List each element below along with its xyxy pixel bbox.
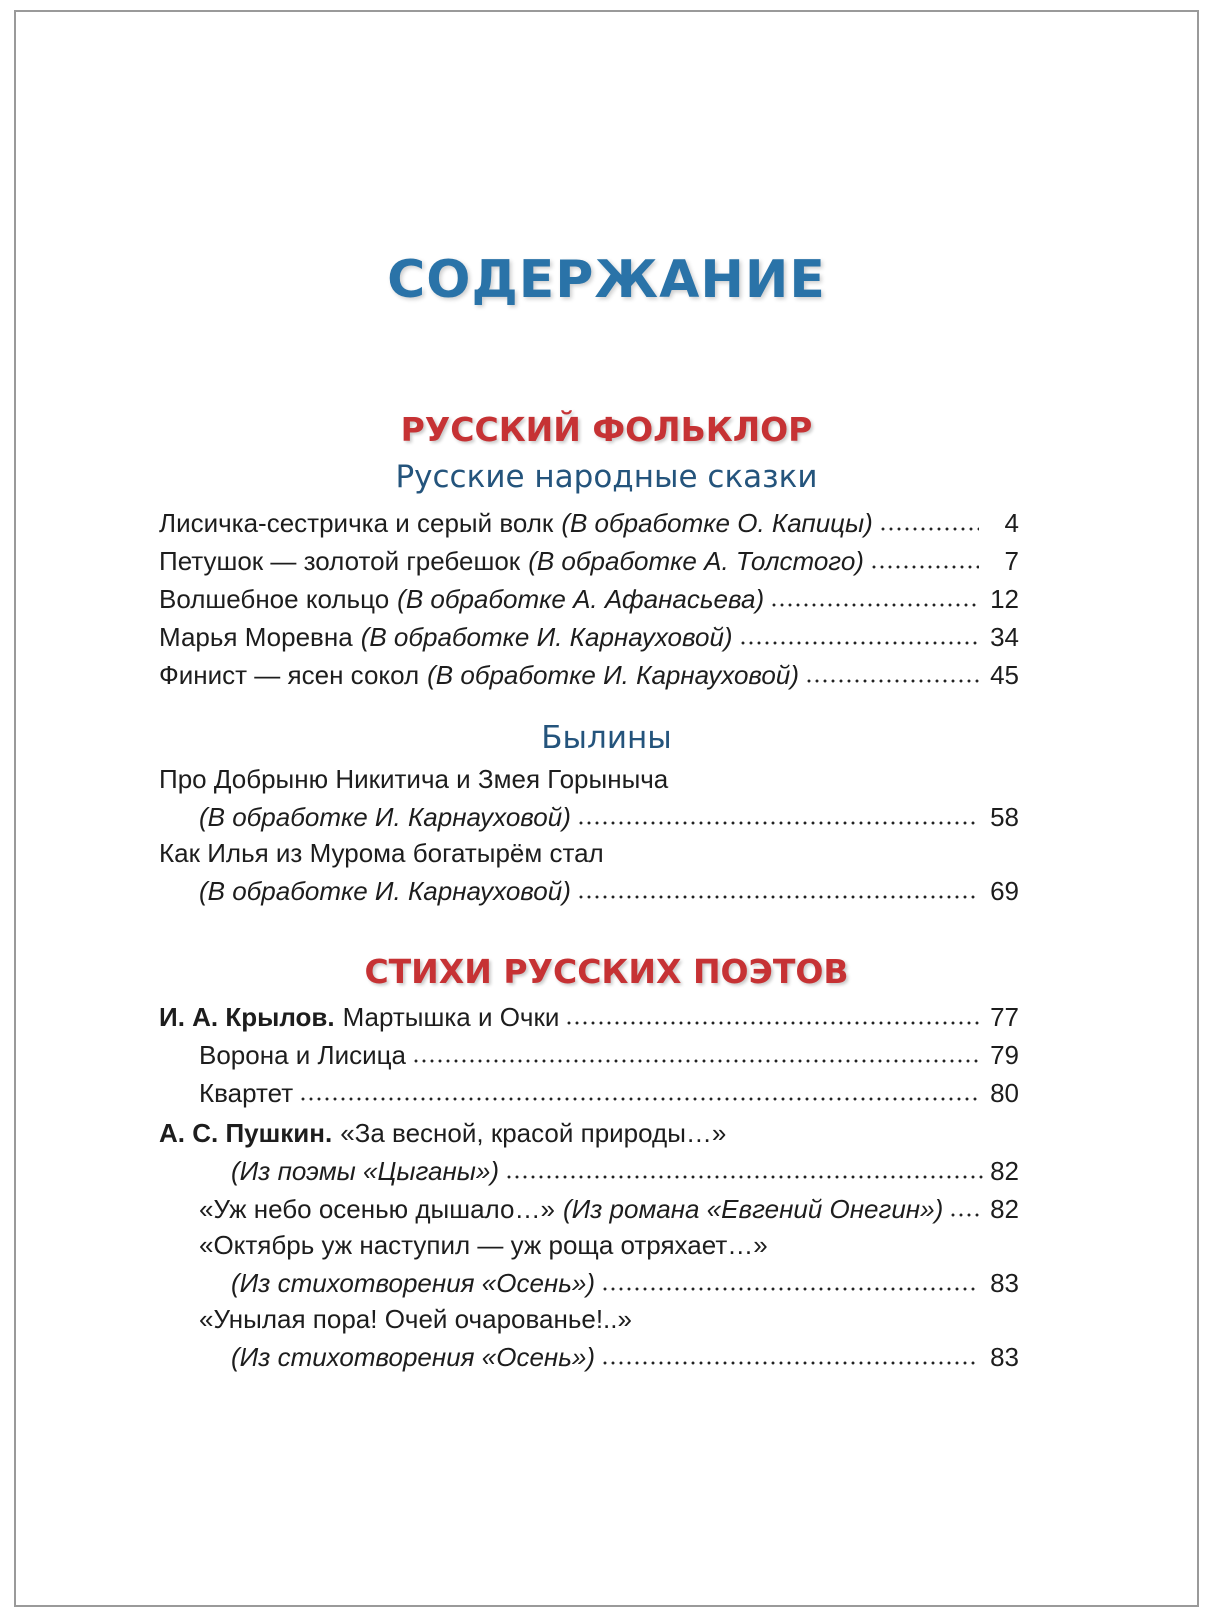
entry-page-number: 82 <box>990 1156 1019 1186</box>
toc-entry-title[interactable]: «Унылая пора! Очей очарованье!..» <box>199 1304 632 1334</box>
entry-note: (В обработке А. Афанасьева) <box>397 584 765 614</box>
entry-note: (В обработке И. Карнауховой) <box>360 622 733 652</box>
entry-page-number: 79 <box>990 1040 1019 1070</box>
dot-leader <box>770 603 979 607</box>
entry-page-number: 80 <box>990 1078 1019 1108</box>
entry-page-number: 34 <box>990 622 1019 652</box>
entry-title: Марья Моревна <box>159 622 353 652</box>
toc-entry-title[interactable]: «Октябрь уж наступил — уж роща отряхает…» <box>199 1230 768 1260</box>
page-title: СОДЕРЖАНИЕ <box>387 250 826 310</box>
subsection-heading-bylines: Былины <box>541 720 672 756</box>
entry-note: (В обработке А. Толстого) <box>528 546 864 576</box>
dot-leader <box>577 821 979 825</box>
toc-entry[interactable] <box>199 1034 1019 1070</box>
entry-page-number: 4 <box>1004 508 1019 538</box>
entry-page-number: 7 <box>1004 546 1019 576</box>
toc-entry[interactable] <box>231 1262 1019 1298</box>
dot-leader <box>739 641 979 645</box>
entry-note: (Из романа «Евгений Онегин») <box>562 1194 944 1224</box>
dot-leader <box>299 1097 979 1101</box>
toc-entry[interactable] <box>159 502 1019 538</box>
toc-entry[interactable] <box>159 654 1019 690</box>
entry-page-number: 83 <box>990 1342 1019 1372</box>
toc-entry[interactable] <box>159 540 1019 576</box>
entry-title: Финист — ясен сокол <box>159 660 420 690</box>
dot-leader <box>870 565 979 569</box>
dot-leader <box>879 527 979 531</box>
dot-leader <box>601 1361 979 1365</box>
toc-entry-title[interactable] <box>159 1118 726 1148</box>
toc-entry-title[interactable]: Про Добрыню Никитича и Змея Горыныча <box>159 764 669 794</box>
entry-title: Лисичка-сестричка и серый волк <box>159 508 554 538</box>
dot-leader <box>505 1175 983 1179</box>
entry-note: (В обработке И. Карнауховой) <box>199 802 571 832</box>
entry-page-number: 58 <box>990 802 1019 832</box>
toc-entry[interactable] <box>199 1072 1019 1108</box>
book-page <box>14 10 1199 1607</box>
entry-title: Мартышка и Очки <box>342 1002 560 1032</box>
dot-leader <box>412 1059 979 1063</box>
entry-title: Петушок — золотой гребешок <box>159 546 521 576</box>
toc-entry[interactable] <box>199 796 1019 832</box>
entry-note: (В обработке И. Карнауховой) <box>427 660 800 690</box>
toc-entry-title[interactable]: Как Илья из Мурома богатырём стал <box>159 838 604 868</box>
dot-leader <box>949 1213 983 1217</box>
dot-leader <box>565 1021 979 1025</box>
toc-entry[interactable] <box>159 996 1019 1032</box>
author-name: А. С. Пушкин. <box>159 1118 333 1148</box>
entry-page-number: 83 <box>990 1268 1019 1298</box>
toc-entry[interactable] <box>199 1188 1019 1224</box>
toc-entry[interactable] <box>159 616 1019 652</box>
entry-title: Квартет <box>199 1078 294 1108</box>
toc-entry[interactable] <box>159 578 1019 614</box>
entry-title: «Уж небо осенью дышало…» <box>199 1194 555 1224</box>
toc-entry[interactable] <box>231 1150 1019 1186</box>
entry-page-number: 82 <box>990 1194 1019 1224</box>
dot-leader <box>577 895 979 899</box>
author-name: И. А. Крылов. <box>159 1002 335 1032</box>
entry-page-number: 69 <box>990 876 1019 906</box>
dot-leader <box>805 679 979 683</box>
subsection-heading-tales: Русские народные сказки <box>395 459 818 495</box>
section-heading-poems: СТИХИ РУССКИХ ПОЭТОВ <box>364 952 849 991</box>
entry-note: (Из стихотворения «Осень») <box>231 1342 596 1372</box>
toc-entry[interactable] <box>199 870 1019 906</box>
toc-entry[interactable] <box>231 1336 1019 1372</box>
entry-title: «За весной, красой природы…» <box>340 1118 727 1148</box>
entry-note: (Из поэмы «Цыганы») <box>231 1156 500 1186</box>
entry-page-number: 77 <box>990 1002 1019 1032</box>
entry-note: (Из стихотворения «Осень») <box>231 1268 596 1298</box>
dot-leader <box>601 1287 979 1291</box>
entry-note: (В обработке И. Карнауховой) <box>199 876 571 906</box>
entry-note: (В обработке О. Капицы) <box>561 508 873 538</box>
entry-page-number: 12 <box>990 584 1019 614</box>
entry-page-number: 45 <box>990 660 1019 690</box>
entry-title: Волшебное кольцо <box>159 584 390 614</box>
entry-title: Ворона и Лисица <box>199 1040 406 1070</box>
section-heading-folklore: РУССКИЙ ФОЛЬКЛОР <box>400 410 813 449</box>
